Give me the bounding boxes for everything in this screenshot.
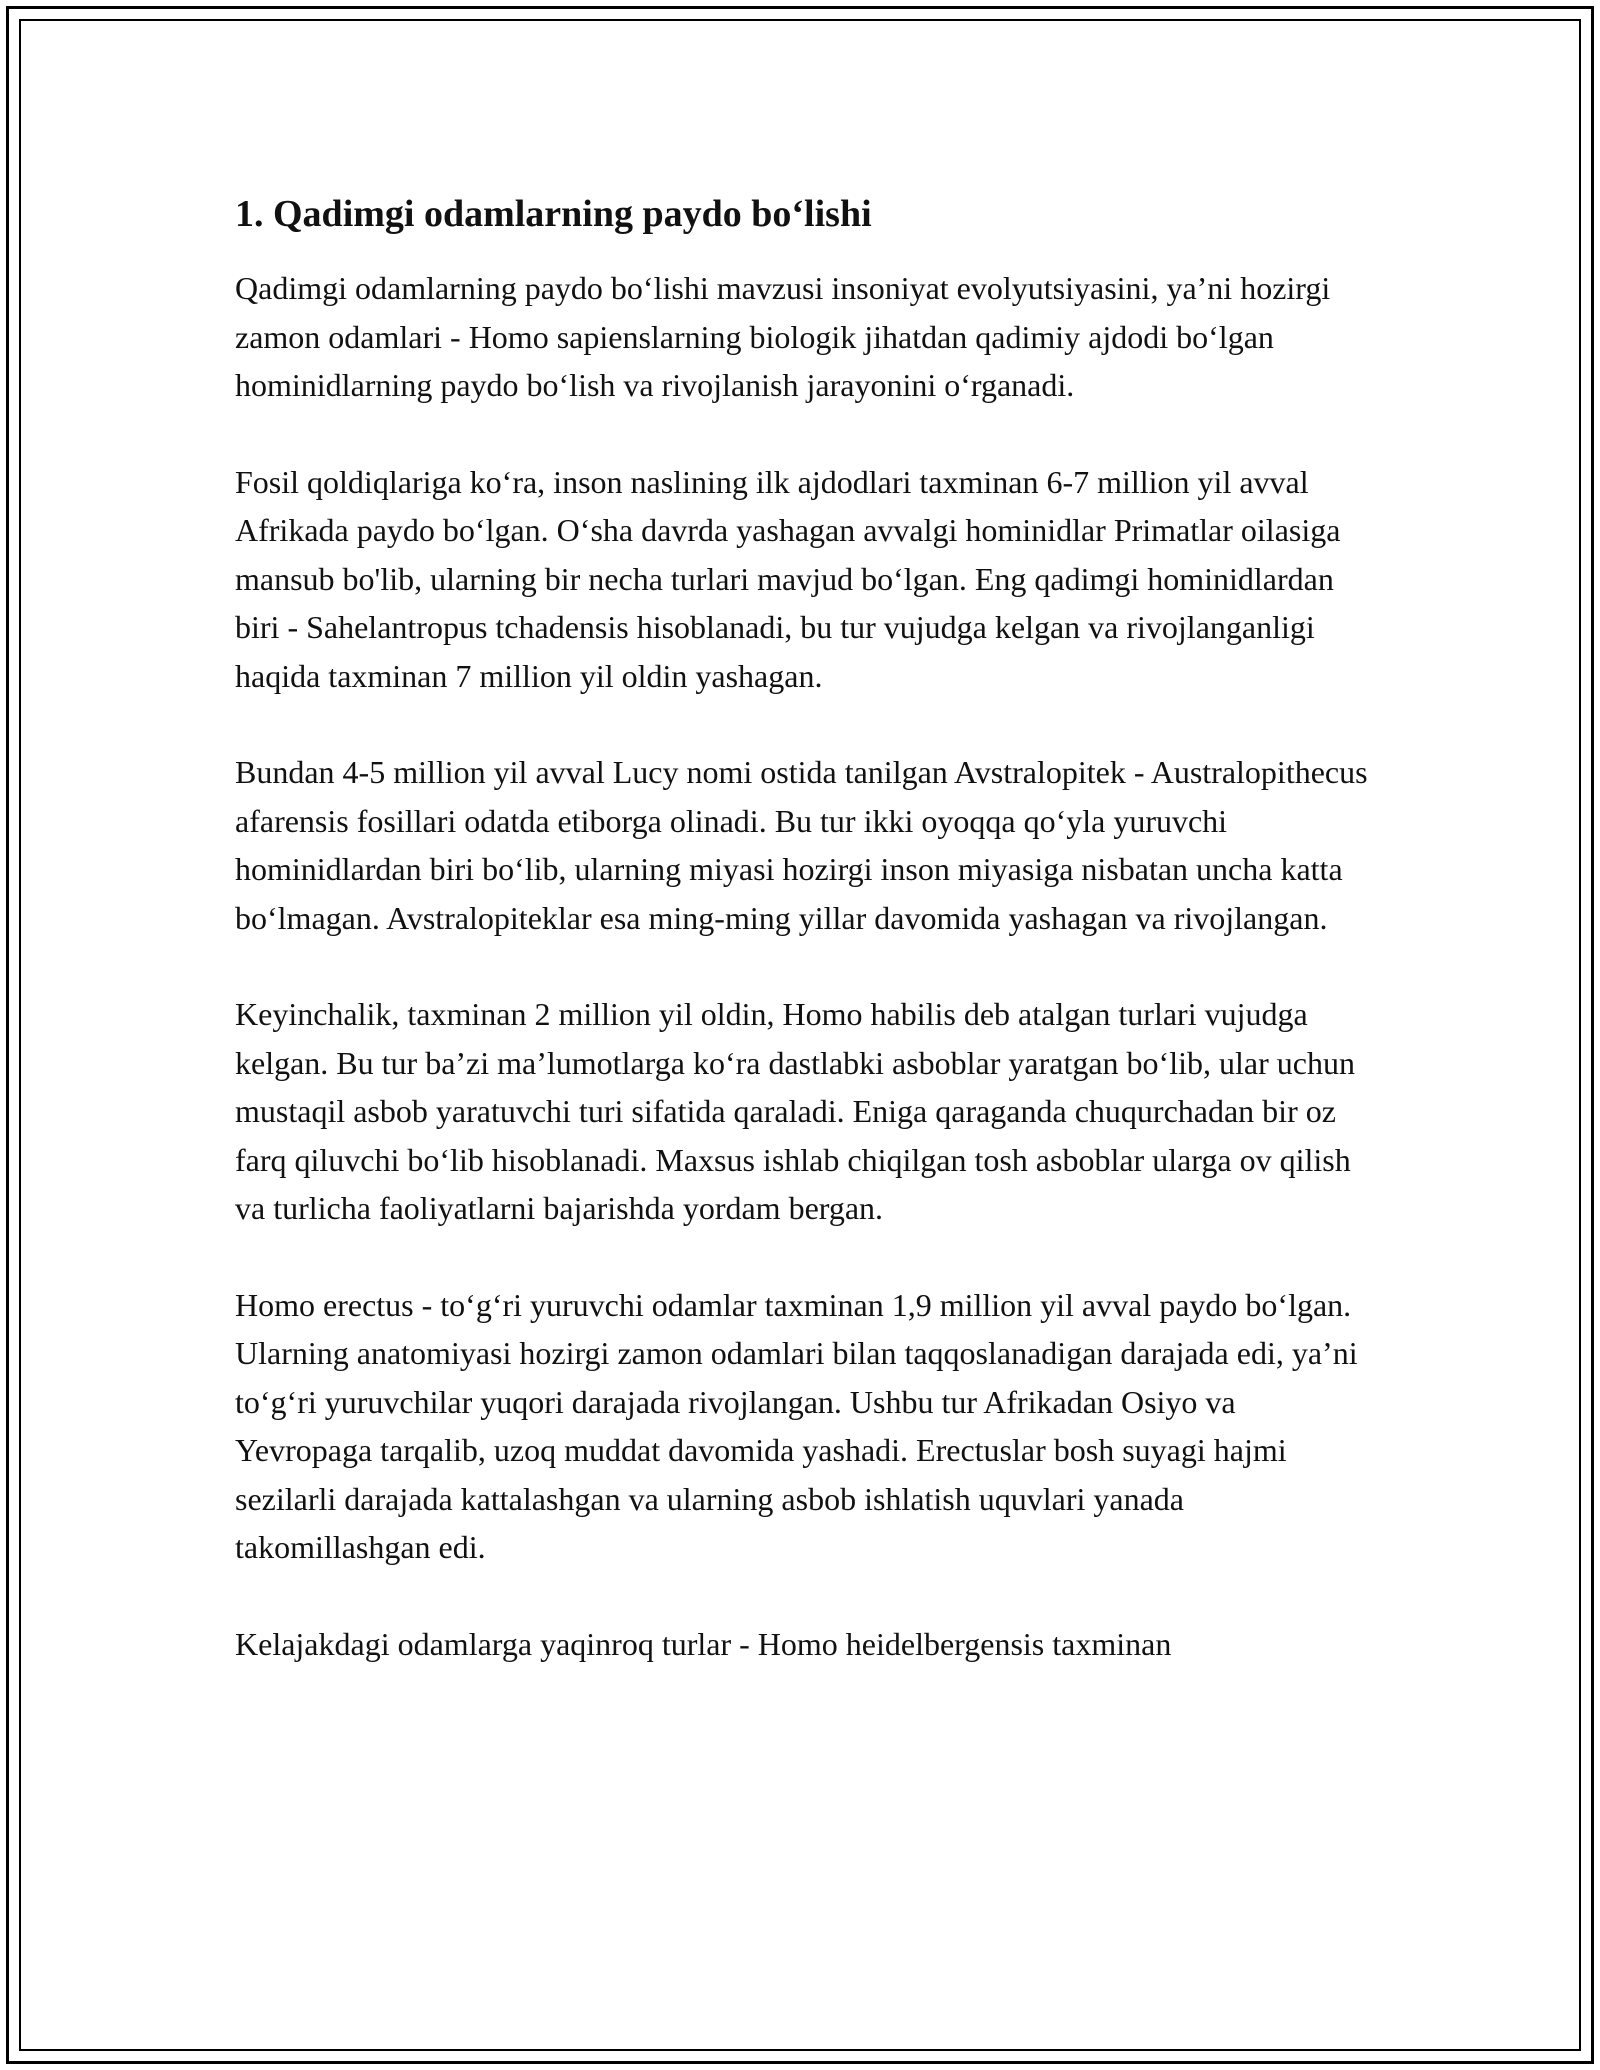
document-body xyxy=(235,188,1375,1716)
paragraph-homo-erectus: Homo erectus - to‘g‘ri yuruvchi odamlar taxminan 1,9 million yil avval paydo bo‘lgan. Ularning anatomiyasi hozirgi zamon odamlari bilan taqqoslanadigan darajada edi, ya’ni to‘g‘ri yuruvchilar yuqori darajada rivojlangan. Ushbu tur Afrikadan Osiyo va Yevropaga tarqalib, uzoq muddat davomida yashadi. Erectuslar bosh suyagi hajmi sezilarli darajada kattalashgan va ularning asbob ishlatish uquvlari yanada takomillashgan edi. xyxy=(235,1286,1358,1565)
paragraph-homo-heidelbergensis: Kelajakdagi odamlarga yaqinroq turlar - Homo heidelbergensis taxminan xyxy=(235,1625,1172,1662)
paragraph-australopithecus: Bundan 4-5 million yil avval Lucy nomi ostida tanilgan Avstralopitek - Australopithecus afarensis fosillari odatda etiborga olinadi. Bu tur ikki oyoqqa qo‘yla yuruvchi hominidlardan biri bo‘lib, ularning miyasi hozirgi inson miyasiga nisbatan uncha katta bo‘lmagan. Avstralopiteklar esa ming-ming yillar davomida yashagan va rivojlangan. xyxy=(235,754,1368,936)
paragraph-homo-habilis: Keyinchalik, taxminan 2 million yil oldin, Homo habilis deb atalgan turlari vujudga kelgan. Bu tur ba’zi ma’lumotlarga ko‘ra dastlabki asboblar yaratgan bo‘lib, ular uchun mustaqil asbob yaratuvchi turi sifatida qaraladi. Eniga qaraganda chuqurchadan bir oz farq qiluvchi bo‘lib hisoblanadi. Maxsus ishlab chiqilgan tosh asboblar ularga ov qilish va turlicha faoliyatlarni bajarishda yordam bergan. xyxy=(235,996,1355,1226)
section-heading: 1. Qadimgi odamlarning paydo bo‘lishi xyxy=(235,193,872,235)
paragraph-intro: Qadimgi odamlarning paydo bo‘lishi mavzusi insoniyat evolyutsiyasini, ya’ni hozirgi zamon odamlari - Homo sapienslarning biologik jihatdan qadimiy ajdodi bo‘lgan hominidlarning paydo bo‘lish va rivojlanish jarayonini o‘rganadi. xyxy=(235,270,1331,403)
paragraph-fossils: Fosil qoldiqlariga ko‘ra, inson naslining ilk ajdodlari taxminan 6-7 million yil avval Afrikada paydo bo‘lgan. O‘sha davrda yashagan avvalgi hominidlar Primatlar oilasiga mansub bo'lib, ularning bir necha turlari mavjud bo‘lgan. Eng qadimgi hominidlardan biri - Sahelantropus tchadensis hisoblanadi, bu tur vujudga kelgan va rivojlanganligi haqida taxminan 7 million yil oldin yashagan. xyxy=(235,463,1341,694)
